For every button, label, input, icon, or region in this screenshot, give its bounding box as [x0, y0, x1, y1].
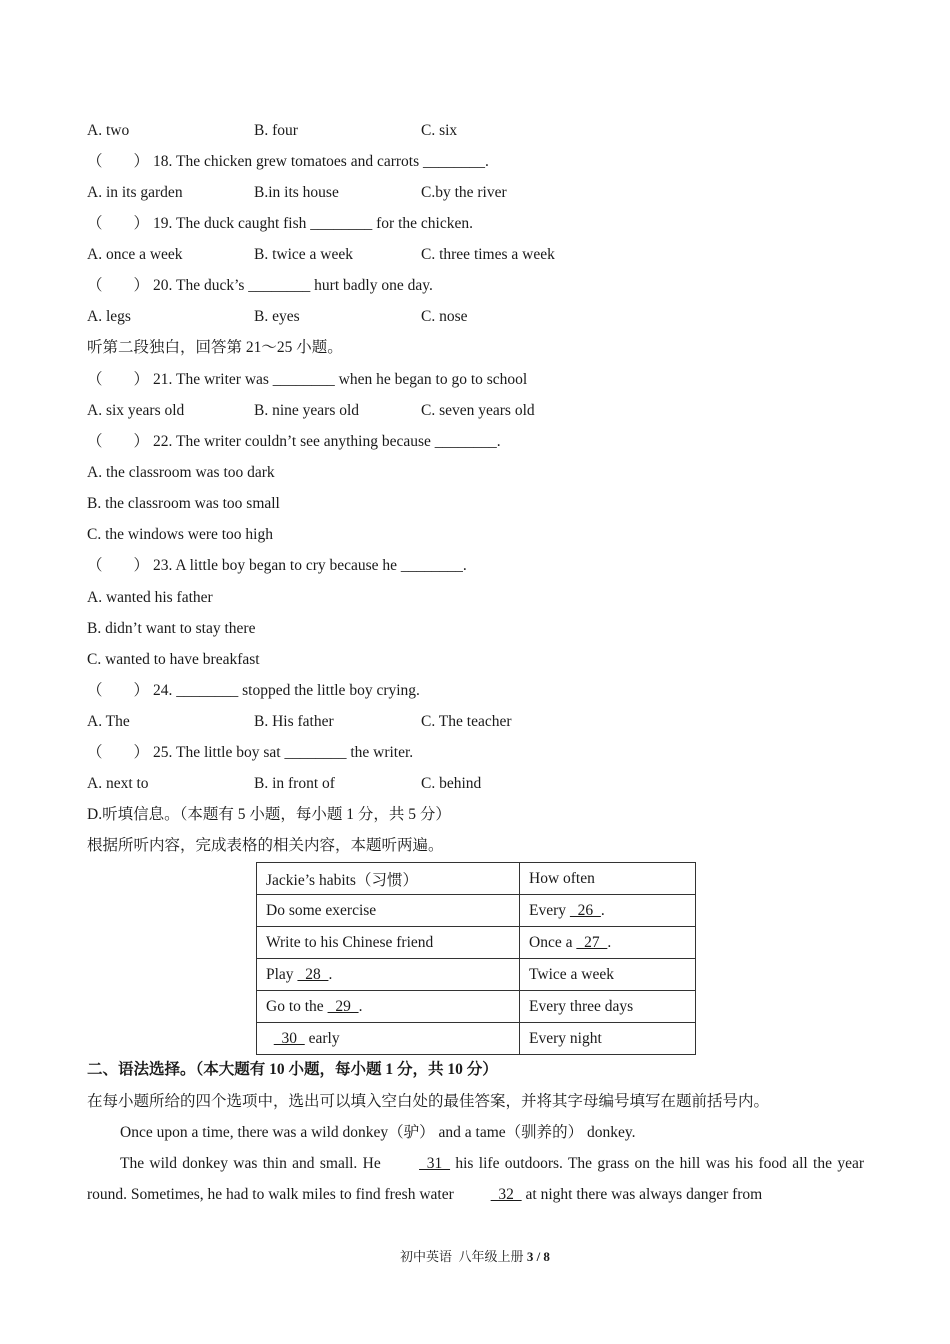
- q22-option-a: A. the classroom was too dark: [87, 464, 275, 481]
- passage-text: at night there was always danger from: [521, 1186, 763, 1203]
- option-c: C. The teacher: [421, 713, 512, 730]
- blank-31[interactable]: 31: [419, 1155, 451, 1172]
- question-20: [87, 276, 433, 296]
- cell-text: Every three days: [529, 997, 634, 1015]
- option-b: B. twice a week: [254, 246, 353, 263]
- question-text: 23. A little boy began to cry because he ________.: [153, 557, 467, 574]
- passage-paragraph-1: Once upon a time, there was a wild donkey（驴） and a tame（驯养的） donkey.: [120, 1124, 636, 1141]
- table-row: [257, 927, 696, 959]
- q18-options: [87, 183, 507, 203]
- option-b: B. His father: [254, 713, 334, 730]
- question-24: [87, 681, 420, 701]
- option-a: A. next to: [87, 775, 149, 792]
- question-text: 24. ________ stopped the little boy crying.: [153, 682, 420, 699]
- option-b: B. nine years old: [254, 402, 360, 419]
- option-a: A. once a week: [87, 246, 183, 263]
- cell-text: .: [600, 901, 605, 919]
- passage-text: The wild donkey was thin and small. He: [120, 1155, 387, 1172]
- question-21: [87, 370, 527, 390]
- q17-options: [87, 121, 458, 141]
- question-text: 20. The duck’s ________ hurt badly one day.: [153, 277, 433, 294]
- option-b: B.in its house: [254, 184, 339, 201]
- question-18: [87, 152, 489, 172]
- habits-table: [256, 862, 696, 1055]
- q17-option-c: C. six: [421, 122, 458, 139]
- q19-options: [87, 245, 555, 265]
- blank-28[interactable]: 28: [297, 965, 329, 983]
- blank-30[interactable]: 30: [273, 1029, 305, 1047]
- table-header-row: [257, 863, 696, 895]
- page-number: 3 / 8: [526, 1249, 550, 1264]
- option-c: C. nose: [421, 308, 468, 325]
- table-row: [257, 1023, 696, 1055]
- q22-option-c: C. the windows were too high: [87, 526, 273, 543]
- option-c: C. seven years old: [421, 402, 535, 419]
- option-a: A. six years old: [87, 402, 185, 419]
- question-19: [87, 214, 473, 234]
- question-text: 22. The writer couldn’t see anything because ________.: [153, 433, 501, 450]
- question-text: 21. The writer was ________ when he began to go to school: [153, 371, 528, 388]
- question-22: [87, 432, 501, 452]
- q24-options: [87, 712, 512, 732]
- q17-option-a: A. two: [87, 122, 130, 139]
- option-c: C. three times a week: [421, 246, 555, 263]
- question-23: [87, 556, 467, 576]
- q20-options: [87, 307, 468, 327]
- q25-options: [87, 774, 482, 794]
- table-row: [257, 959, 696, 991]
- cell-text: Play: [266, 965, 298, 983]
- passage-paragraph-2: [87, 1148, 864, 1210]
- answer-bracket[interactable]: （ ）: [87, 433, 150, 450]
- blank-27[interactable]: 27: [576, 933, 608, 951]
- cell-text: early: [304, 1029, 340, 1047]
- header-how-often: How often: [520, 863, 696, 895]
- question-25: [87, 743, 413, 763]
- table-row: [257, 991, 696, 1023]
- cell-text: Do some exercise: [266, 901, 377, 919]
- header-habits: Jackie’s habits（习惯）: [257, 863, 520, 895]
- answer-bracket[interactable]: （ ）: [87, 277, 150, 294]
- blank-26[interactable]: 26: [569, 901, 601, 919]
- answer-bracket[interactable]: （ ）: [87, 215, 150, 232]
- cell-text: Twice a week: [529, 965, 614, 983]
- blank-32[interactable]: 32: [490, 1186, 522, 1203]
- passage-text: his life outdoors. The grass on the hill was his food all the year round. Sometimes, he had to walk miles to find fresh water: [87, 1155, 864, 1203]
- option-c: C. behind: [421, 775, 482, 792]
- option-b: B. eyes: [254, 308, 300, 325]
- section-2-instruction: 在每小题所给的四个选项中，选出可以填入空白处的最佳答案，并将其字母编号填写在题前括号内。: [87, 1093, 770, 1110]
- cell-text: .: [607, 933, 612, 951]
- answer-bracket[interactable]: （ ）: [87, 371, 150, 388]
- q23-option-b: B. didn’t want to stay there: [87, 620, 256, 637]
- q21-options: [87, 401, 535, 421]
- monologue-2-heading: 听第二段独白，回答第 21～25 小题。: [87, 339, 343, 356]
- question-text: 25. The little boy sat ________ the writer.: [153, 744, 414, 761]
- option-a: A. legs: [87, 308, 131, 325]
- footer-title: 初中英语 八年级上册: [400, 1249, 527, 1264]
- section-d-instruction: 根据所听内容，完成表格的相关内容，本题听两遍。: [87, 837, 444, 854]
- answer-bracket[interactable]: （ ）: [87, 557, 150, 574]
- option-c: C.by the river: [421, 184, 507, 201]
- q17-option-b: B. four: [254, 122, 298, 139]
- question-text: 19. The duck caught fish ________ for the chicken.: [153, 215, 473, 232]
- q23-option-c: C. wanted to have breakfast: [87, 651, 260, 668]
- page-footer: [0, 1246, 950, 1265]
- cell-text: .: [328, 965, 333, 983]
- cell-text: .: [358, 997, 363, 1015]
- cell-text: Every: [529, 901, 570, 919]
- answer-bracket[interactable]: （ ）: [87, 153, 150, 170]
- q22-option-b: B. the classroom was too small: [87, 495, 280, 512]
- section-d-heading: D.听填信息。（本题有 5 小题，每小题 1 分，共 5 分）: [87, 806, 451, 823]
- cell-text: Once a: [529, 933, 577, 951]
- option-b: B. in front of: [254, 775, 335, 792]
- cell-text: Write to his Chinese friend: [266, 933, 434, 951]
- cell-text: Go to the: [266, 997, 328, 1015]
- q23-option-a: A. wanted his father: [87, 589, 213, 606]
- answer-bracket[interactable]: （ ）: [87, 682, 150, 699]
- table-row: [257, 895, 696, 927]
- blank-29[interactable]: 29: [327, 997, 359, 1015]
- answer-bracket[interactable]: （ ）: [87, 744, 150, 761]
- option-a: A. The: [87, 713, 130, 730]
- option-a: A. in its garden: [87, 184, 183, 201]
- section-2-heading: 二、语法选择。（本大题有 10 小题，每小题 1 分，共 10 分）: [87, 1061, 498, 1078]
- question-text: 18. The chicken grew tomatoes and carrots ________.: [153, 153, 489, 170]
- cell-text: Every night: [529, 1029, 602, 1047]
